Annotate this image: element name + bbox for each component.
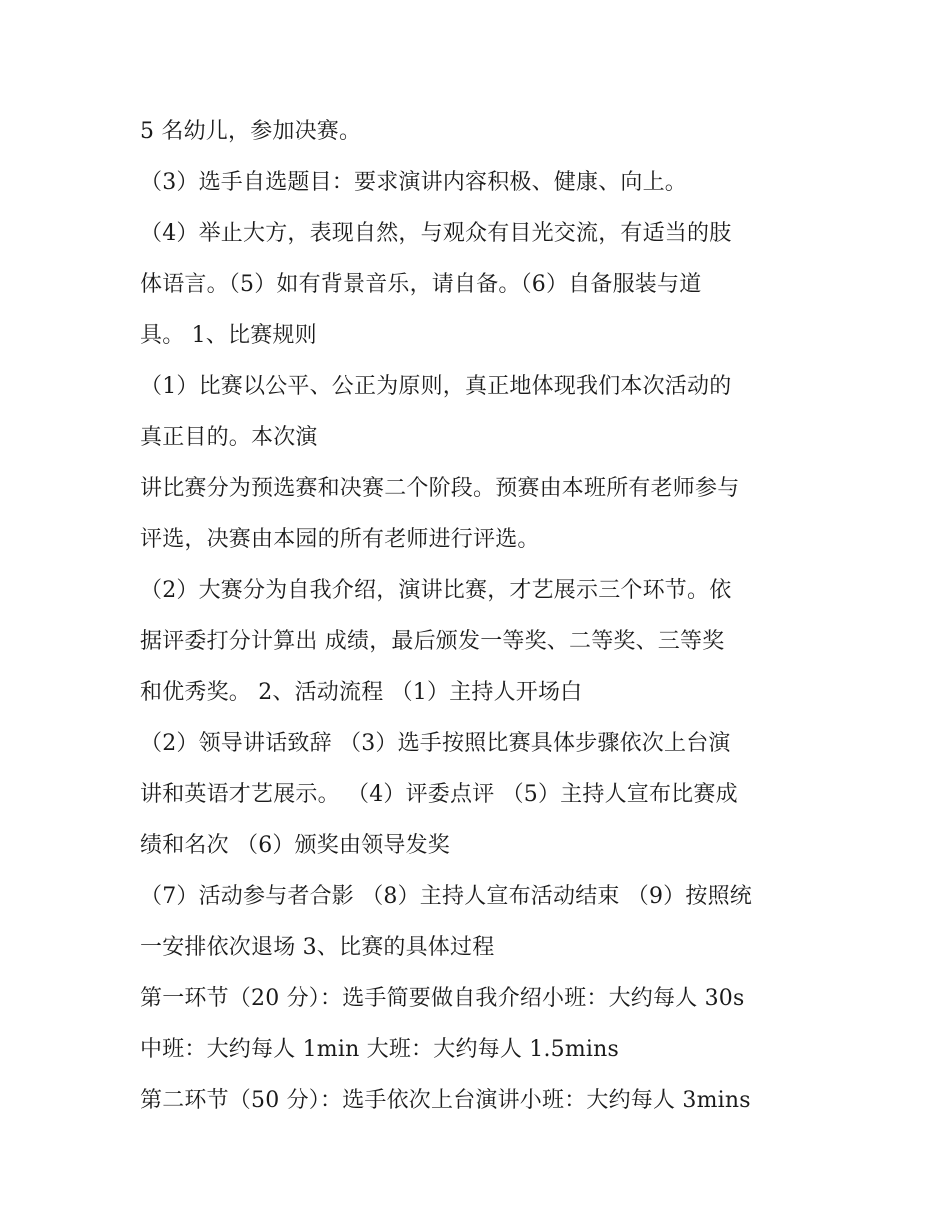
text-line: （4）举止大方，表现自然，与观众有目光交流，有适当的肢 [140,221,732,246]
text-line: 第一环节（20 分）：选手简要做自我介绍小班：大约每人 30s [140,986,745,1011]
text-line: 一安排依次退场 3、比赛的具体过程 [140,935,495,960]
text-line: 讲比赛分为预选赛和决赛二个阶段。预赛由本班所有老师参与 [140,476,740,501]
text-line: 真正目的。本次演 [140,425,318,450]
text-line: 讲和英语才艺展示。 （4）评委点评 （5）主持人宣布比赛成 [140,782,738,807]
text-line: （7）活动参与者合影 （8）主持人宣布活动结束 （9）按照统 [140,884,752,909]
text-line: 和优秀奖。 2、活动流程 （1）主持人开场白 [140,680,583,705]
text-line: （2）大赛分为自我介绍，演讲比赛，才艺展示三个环节。依 [140,578,732,603]
text-line: 第二环节（50 分）：选手依次上台演讲小班：大约每人 3mins [140,1088,751,1113]
text-line: 评选，决赛由本园的所有老师进行评选。 [140,527,540,552]
text-line: （1）比赛以公平、公正为原则，真正地体现我们本次活动的 [140,374,732,399]
text-line: 据评委打分计算出 成绩，最后颁发一等奖、二等奖、三等奖 [140,629,725,654]
text-line: 5 名幼儿，参加决赛。 [140,119,362,144]
text-line: 中班：大约每人 1min 大班：大约每人 1.5mins [140,1037,619,1062]
text-line: 具。 1、比赛规则 [140,323,317,348]
text-line: （3）选手自选题目：要求演讲内容积极、健康、向上。 [140,170,687,195]
text-line: （2）领导讲话致辞 （3）选手按照比赛具体步骤依次上台演 [140,731,731,756]
text-line: 绩和名次 （6）颁奖由领导发奖 [140,833,450,858]
document-body [140,106,820,1126]
text-line: 体语言。（5）如有背景音乐，请自备。（6）自备服装与道 [140,272,702,297]
